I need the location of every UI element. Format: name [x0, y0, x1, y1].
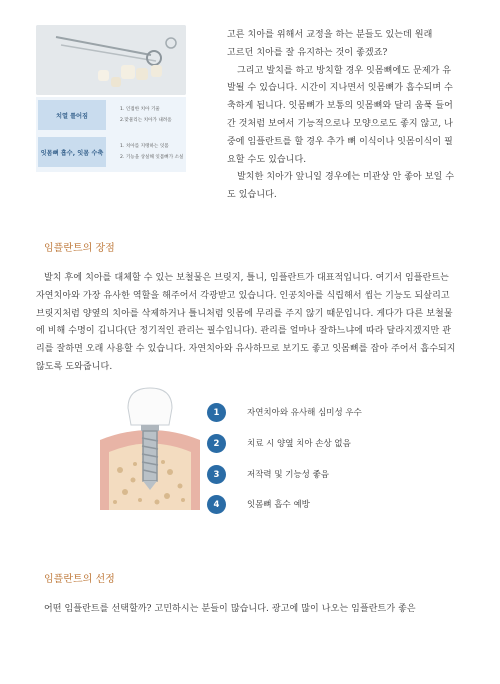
feature-label: 저작력 및 기능성 좋음 — [247, 470, 330, 480]
table-row-label: 잇몸뼈 흡수, 잇몸 수축 — [38, 137, 106, 167]
feature-label: 자연치아와 유사해 심미성 우수 — [247, 408, 362, 418]
feature-item — [207, 465, 407, 485]
intro-text — [227, 27, 455, 205]
table-item: 1. 치아를 지탱하는 잇몸 — [120, 144, 169, 149]
table-item: 1. 인접한 치아 기울 — [120, 107, 160, 112]
table-row-items — [120, 141, 183, 163]
intro-paragraph: 발치한 치아가 앞니일 경우에는 미관상 안 좋아 보일 수도 있습니다. — [227, 172, 455, 201]
tooth-loss-info-table — [36, 97, 186, 172]
feature-item — [207, 495, 407, 515]
feature-number-badge: 3 — [207, 465, 226, 484]
intro-line: 고르던 치아를 잘 유지하는 것이 좋겠죠? — [227, 47, 388, 58]
dental-tools-photo — [36, 25, 186, 95]
feature-item — [207, 434, 407, 454]
feature-item — [207, 403, 407, 423]
table-item: 2.맞물리는 치아가 내려옴 — [120, 118, 172, 123]
selection-paragraph: 어떤 임플란트를 선택할까? 고민하시는 분들이 많습니다. 광고에 많이 나오는 임플란트가 좋은 — [44, 604, 416, 614]
table-item: 2. 기능을 상실해 잇몸뼈가 소실 — [120, 155, 184, 160]
intro-line: 고른 치아를 위해서 교정을 하는 분들도 있는데 원래 — [227, 30, 433, 40]
feature-label: 잇몸뼈 흡수 예방 — [247, 500, 310, 510]
feature-number-badge: 4 — [207, 495, 226, 514]
table-row-items — [120, 104, 172, 126]
advantages-paragraph: 발치 후에 치아를 대체할 수 있는 보철물은 브릿지, 틀니, 임플란트가 대표적입니다. 여기서 임플란트는 자연치아와 가장 유사한 역할을 해주어서 각광받고 있습니다. 인공치아를 식립해서 씹는 기능도 되살리고 브릿지처럼 양옆의 치아를 삭제하거나 틀니처럼 잇몸에 무리를 주지 않기 때문입니다. 게다가 다른 보철물에 비해 수명이 깁니다(단 정기적인 관리는 필수입니다). 관리를 얼마나 잘하느냐에 따라 달라지겠지만 관리를 잘하면 오래 사용할 수 있습니다. 자연치아와 유사하므로 보기도 좋고 잇몸뼈를 잡아 주어서 흡수되지 않도록 도와줍니다. — [36, 273, 456, 372]
section-heading-advantages: 임플란트의 장점 — [44, 243, 115, 254]
table-row — [36, 134, 186, 170]
table-row — [36, 97, 186, 133]
section-heading-selection: 임플란트의 선정 — [44, 574, 115, 585]
table-row-label: 치열 틀어짐 — [38, 100, 106, 130]
feature-number-badge: 2 — [207, 434, 226, 453]
intro-paragraph: 그리고 발치를 하고 방치할 경우 잇몸뼈에도 문제가 유발될 수 있습니다. 시간이 지나면서 잇몸뼈가 흡수되며 수축하게 됩니다. 잇몸뼈가 보통의 잇몸뼈와 달리 움푹 들어간 것처럼 보여서 기능적으로나 모양으로도 좋지 않고, 나중에 임플란트를 할 경우 추가 뼈 이식이나 잇몸이식이 필요할 수도 있습니다. — [227, 65, 453, 165]
feature-number-badge: 1 — [207, 403, 226, 422]
implant-illustration — [95, 380, 205, 510]
feature-label: 치료 시 양옆 치아 손상 없음 — [247, 439, 351, 449]
